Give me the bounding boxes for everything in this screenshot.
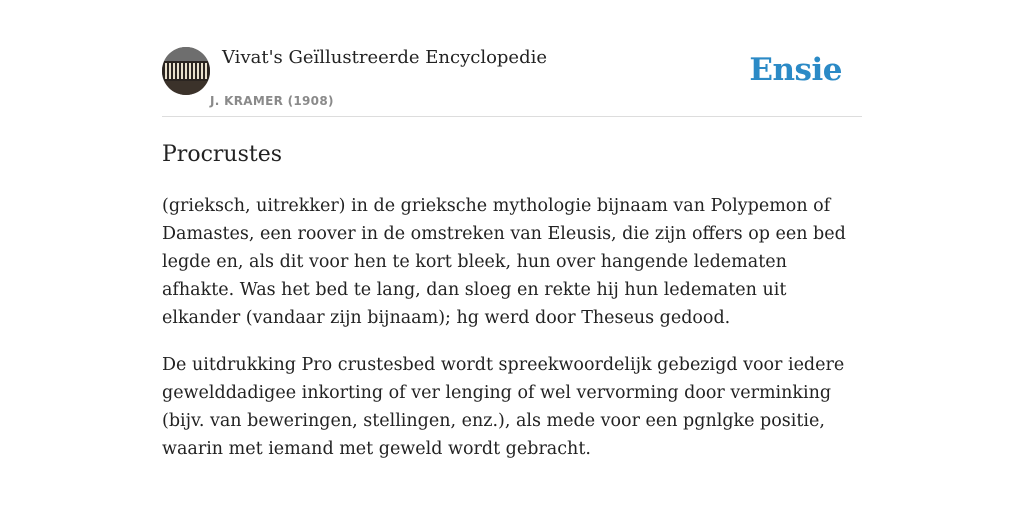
source-header <box>162 0 862 117</box>
entry-paragraph: De uitdrukking Pro crustesbed wordt spreekwoordelijk gebezigd voor iedere gewelddadigee inkorting of ver lenging of wel vervorming door verminking (bijv. van beweringen, stellingen, enz.), als mede voor een pgnlgke positie, waarin met iemand met geweld wordt gebracht. <box>162 355 845 459</box>
book-spines-icon[interactable] <box>162 47 210 95</box>
entry-paragraph: (grieksch, uitrekker) in de grieksche mythologie bijnaam van Polypemon of Damastes, een roover in de omstreken van Eleusis, die zijn offers op een bed legde en, als dit voor hen te kort bleek, hun over hangende ledematen afhakte. Was het bed te lang, dan sloeg en rekte hij hun ledematen uit elkander (vandaar zijn bijnaam); hg werd door Theseus gedood. <box>162 196 846 328</box>
source-title[interactable]: Vivat's Geïllustreerde Encyclopedie <box>222 47 548 68</box>
brand-logo[interactable]: Ensie <box>749 52 842 88</box>
entry-body <box>162 192 862 482</box>
entry-title: Procrustes <box>162 142 283 167</box>
source-author: J. KRAMER (1908) <box>210 94 334 108</box>
